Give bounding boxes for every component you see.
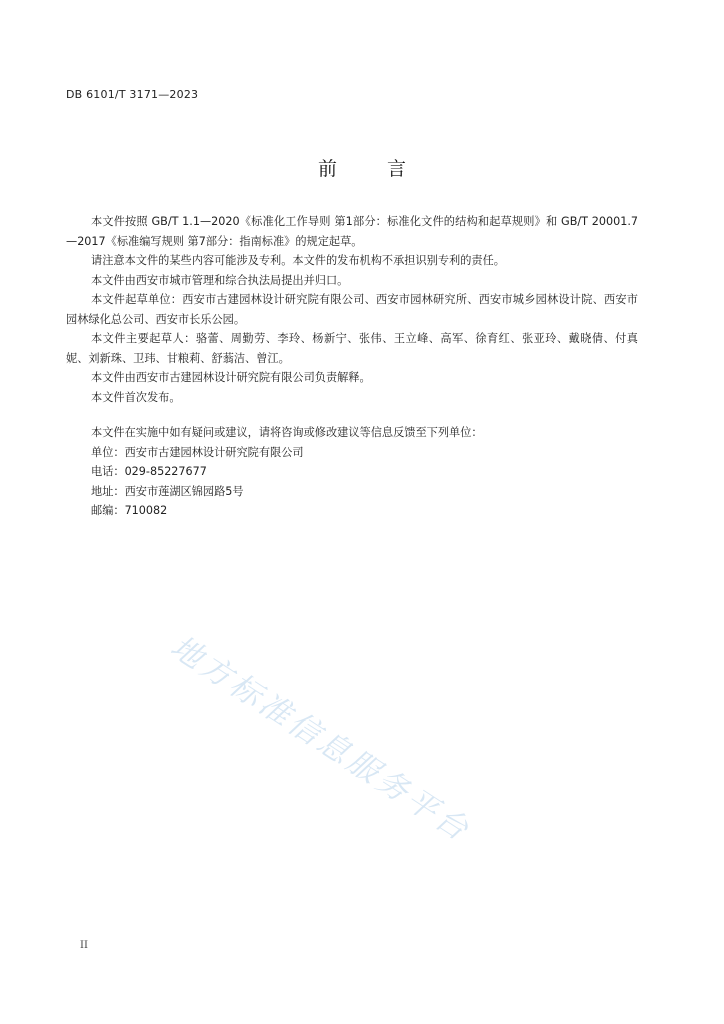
paragraph-proposer: 本文件由西安市城市管理和综合执法局提出并归口。 (91, 273, 349, 287)
paragraph-first-release: 本文件首次发布。 (91, 390, 181, 404)
paragraph-interpretation: 本文件由西安市古建园林设计研究院有限公司负责解释。 (91, 371, 371, 384)
page-title: 前 言 (317, 158, 429, 180)
contact-block (66, 423, 638, 521)
paragraph-drafting-units: 本文件起草单位：西安市古建园林设计研究院有限公司、西安市园林研究所、西安市城乡园林设计院、西安市园林绿化总公司、西安市长乐公园。 (66, 293, 638, 326)
contact-postcode: 邮编：710082 (91, 504, 168, 517)
page-number: II (80, 940, 88, 951)
contact-unit: 单位：西安市古建园林设计研究院有限公司 (91, 445, 304, 459)
paragraph-patent-notice: 请注意本文件的某些内容可能涉及专利。本文件的发布机构不承担识别专利的责任。 (91, 254, 505, 267)
contact-intro: 本文件在实施中如有疑问或建议，请将咨询或修改建议等信息反馈至下列单位： (91, 426, 483, 439)
paragraph-drafters: 本文件主要起草人：骆蕾、周勤劳、李玲、杨新宁、张伟、王立峰、高军、徐育红、张亚玲、戴晓倩、付真妮、刘新珠、卫玮、甘粮莉、舒蓊洁、曾江。 (66, 332, 638, 365)
watermark: 地方标准信息服务平台 (164, 628, 478, 850)
foreword-body (66, 212, 638, 407)
paragraph-drafting-rules: 本文件按照 GB/T 1.1—2020《标准化工作导则 第1部分：标准化文件的结构和起草规则》和 GB/T 20001.7—2017《标准编写规则 第7部分：指南标准》的规定起草。 (66, 215, 638, 248)
contact-address: 地址：西安市莲湖区锦园路5号 (91, 484, 244, 498)
contact-phone: 电话：029-85227677 (91, 465, 207, 478)
document-code: DB 6101/T 3171—2023 (66, 88, 199, 101)
